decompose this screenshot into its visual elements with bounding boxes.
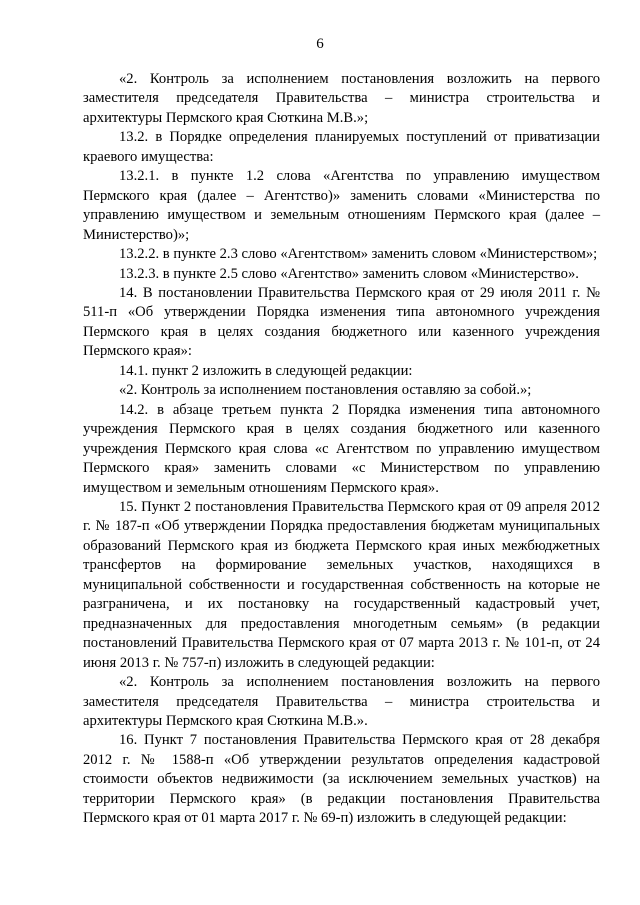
document-body xyxy=(83,70,600,829)
paragraph-closing-quote-control: «2. Контроль за исполнением постановления возложить на первого заместителя председателя Правительства – министра строительства и архитектуры Пермского края Сюткина М.В.»; xyxy=(83,71,600,126)
page-number: 6 xyxy=(316,36,324,52)
paragraph-13-2: 13.2. в Порядке определения планируемых поступлений от приватизации краевого имущества: xyxy=(83,129,600,165)
paragraph-13-2-2: 13.2.2. в пункте 2.3 слово «Агентством» заменить словом «Министерством»; xyxy=(119,246,598,263)
paragraph-13-2-3: 13.2.3. в пункте 2.5 слово «Агентство» заменить словом «Министерство». xyxy=(119,265,579,282)
paragraph-15: 15. Пункт 2 постановления Правительства Пермского края от 09 апреля 2012 г. № 187-п «Об утверждении Порядка предоставления бюджетам муниципальных образований Пермского края из бюджета Пермского края иных межбюджетных трансфертов на формирование земельных участков, находящихся в муниципальной собственности и государственная собственность на которые не разграничена, и их постановку на государственный кадастровый учет, предназначенных для предоставления многодетным семьям» (в редакции постановлений Правительства Пермского края от 07 марта 2013 г. № 101-п, от 24 июня 2013 г. № 757-п) изложить в следующей редакции: xyxy=(83,498,600,671)
paragraph-14-2: 14.2. в абзаце третьем пункта 2 Порядка изменения типа автономного учреждения Пермского края в целях создания бюджетного или казенного учреждения Пермского края слова «с Агентством по управлению имуществом Пермского края» заменить словами «с Министерством по управлению имуществом и земельным отношениям Пермского края». xyxy=(83,401,600,496)
paragraph-13-2-1: 13.2.1. в пункте 1.2 слова «Агентства по управлению имуществом Пермского края (далее – Агентство)» заменить словами «Министерства по управлению имуществом и земельным отношениям Пермского края (далее – Министерство)»; xyxy=(83,168,600,243)
paragraph-14-1-quote: «2. Контроль за исполнением постановления оставляю за собой.»; xyxy=(119,382,532,399)
paragraph-14: 14. В постановлении Правительства Пермского края от 29 июля 2011 г. № 511-п «Об утверждении Порядка изменения типа автономного учреждения Пермского края в целях создания бюджетного или казенного учреждения Пермского края»: xyxy=(83,284,600,360)
paragraph-14-1: 14.1. пункт 2 изложить в следующей редакции: xyxy=(119,362,413,379)
paragraph-15-quote: «2. Контроль за исполнением постановления возложить на первого заместителя председателя Правительства – министра строительства и архитектуры Пермского края Сюткина М.В.». xyxy=(83,674,600,729)
paragraph-16: 16. Пункт 7 постановления Правительства Пермского края от 28 декабря 2012 г. № 1588-п «Об утверждении результатов определения кадастровой стоимости объектов недвижимости (за исключением земельных участков) на территории Пермского края» (в редакции постановления Правительства Пермского края от 01 марта 2017 г. № 69-п) изложить в следующей редакции: xyxy=(83,732,600,827)
